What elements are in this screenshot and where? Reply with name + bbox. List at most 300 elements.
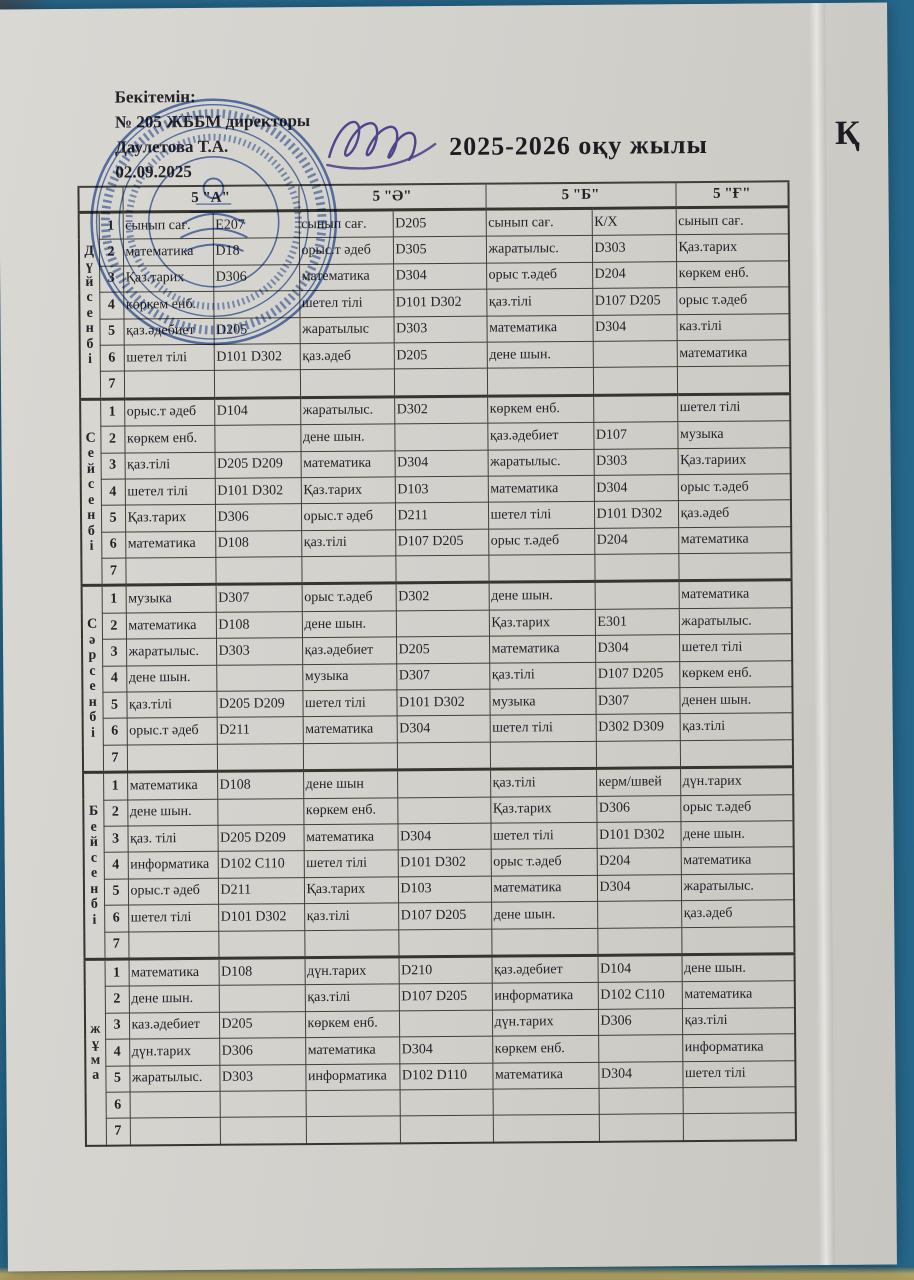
subject-cell: [128, 931, 218, 959]
lesson-number-cell: 1: [105, 959, 129, 987]
subject-cell: математика: [303, 716, 397, 743]
subject-cell: Қаз.тарих: [125, 505, 215, 532]
room-cell: [598, 1035, 682, 1062]
subject-cell: қаз.тілі: [489, 662, 595, 689]
room-cell: D102 D110: [399, 1063, 492, 1090]
room-cell: D204: [594, 527, 678, 554]
room-cell: D304: [592, 314, 676, 341]
subject-cell: математика: [489, 636, 595, 663]
subject-cell: жаратылыс.: [486, 236, 592, 263]
subject-cell: жаратылыс.: [126, 639, 216, 666]
room-cell: D107 D205: [595, 661, 679, 688]
lesson-number-cell: 4: [105, 1039, 129, 1066]
room-cell: D306: [215, 504, 301, 531]
room-cell: D307: [595, 688, 679, 715]
subject-cell: орыс т.әдеб: [488, 528, 594, 555]
room-cell: [396, 610, 489, 637]
subject-cell: математика: [305, 1037, 399, 1064]
subject-cell: [487, 368, 593, 396]
lesson-number-cell: 1: [103, 772, 127, 800]
subject-cell: [677, 366, 790, 394]
room-cell: [220, 1091, 306, 1118]
room-cell: D303: [592, 235, 676, 262]
subject-cell: математика: [127, 772, 217, 800]
day-name-label: Д ү й с е н б і: [84, 243, 95, 368]
subject-cell: денен шын.: [679, 687, 792, 714]
subject-cell: музыка: [126, 585, 216, 613]
room-cell: К/Х: [592, 208, 676, 236]
subject-cell: шетел тілі: [490, 715, 596, 742]
lesson-number-cell: 7: [106, 1118, 130, 1145]
subject-cell: көркем енб.: [124, 425, 214, 452]
subject-cell: математика: [492, 1062, 598, 1089]
room-cell: E207: [213, 211, 299, 239]
day-name-cell: [85, 959, 106, 1145]
room-cell: D302: [394, 396, 487, 424]
subject-cell: сынып сағ.: [486, 208, 592, 236]
lesson-number-cell: 7: [103, 745, 127, 773]
lesson-number-cell: 5: [105, 1066, 129, 1093]
subject-cell: [681, 926, 794, 954]
subject-cell: информатика: [305, 1063, 399, 1090]
subject-cell: [490, 741, 596, 769]
subject-cell: [306, 1090, 400, 1117]
lesson-number-cell: 6: [103, 718, 127, 745]
room-cell: D306: [598, 1008, 682, 1035]
subject-cell: орыс.т әдеб: [301, 503, 395, 530]
room-cell: D304: [598, 1061, 682, 1088]
subject-cell: қаз.тілі: [680, 713, 793, 740]
day-name-label: ж ұ м а: [90, 1021, 101, 1084]
subject-cell: қаз.тілі: [304, 903, 398, 930]
subject-cell: орыс.т әдеб: [124, 398, 214, 426]
lesson-number-cell: 6: [106, 1092, 130, 1119]
room-cell: D211: [395, 502, 488, 529]
subject-cell: шетел тілі: [304, 850, 398, 877]
day-name-cell: [80, 399, 101, 586]
subject-cell: Қаз.тарих: [304, 877, 398, 904]
subject-cell: сынып сағ.: [123, 211, 213, 239]
subject-cell: сынып сағ.: [676, 207, 789, 235]
room-cell: [398, 929, 491, 957]
room-cell: [593, 394, 677, 422]
subject-cell: математика: [126, 612, 216, 639]
room-cell: D18: [213, 238, 299, 265]
subject-cell: [303, 743, 397, 771]
room-cell: D304: [595, 635, 679, 662]
class-header-5a: 5 "А": [122, 185, 298, 212]
room-cell: D304: [393, 263, 486, 290]
day-name-label: С е й с е н б і: [85, 430, 96, 554]
lesson-number-cell: 2: [103, 800, 127, 827]
room-cell: D101 D302: [398, 850, 491, 877]
room-cell: D107 D205: [592, 288, 676, 315]
subject-cell: [130, 1118, 220, 1146]
room-cell: D104: [214, 397, 300, 425]
subject-cell: дене шын.: [127, 799, 217, 826]
room-cell: D306: [596, 795, 680, 822]
room-cell: D306: [219, 1038, 305, 1065]
room-cell: D101 D302: [214, 344, 300, 371]
subject-cell: орыс т.әдеб: [680, 794, 793, 821]
subject-cell: орыс т.әдеб: [676, 287, 789, 314]
subject-cell: қаз.тілі: [125, 452, 215, 479]
subject-cell: шетел тілі: [677, 394, 790, 422]
room-cell: D205: [394, 342, 487, 369]
lesson-number-cell: 2: [100, 426, 124, 453]
room-cell: [594, 554, 678, 582]
room-cell: [214, 370, 300, 398]
subject-cell: [683, 1113, 796, 1141]
page-title: 2025-2026 оқу жылы: [449, 129, 708, 161]
room-cell: D205: [219, 1011, 305, 1038]
subject-cell: дене шын.: [491, 901, 597, 928]
subject-cell: дене шын: [303, 770, 397, 798]
room-cell: E301: [595, 609, 679, 636]
room-cell: D302 D309: [596, 714, 680, 741]
approval-line: 02.09.2025: [115, 161, 192, 182]
room-cell: [596, 740, 680, 768]
subject-cell: [301, 556, 395, 584]
room-cell: D103: [395, 476, 488, 503]
subject-cell: қаз. тілі: [127, 825, 217, 852]
subject-cell: жаратылыс.: [681, 874, 794, 901]
room-cell: D304: [597, 874, 681, 901]
lesson-number-cell: 7: [101, 558, 125, 586]
subject-cell: көркем енб.: [679, 660, 792, 687]
room-cell: D107 D205: [398, 902, 491, 929]
room-cell: D304: [399, 1036, 492, 1063]
subject-cell: математика: [303, 824, 397, 851]
class-header-5ae: 5 "Ә": [298, 184, 485, 211]
room-cell: D101 D302: [393, 289, 486, 316]
room-cell: [215, 557, 301, 585]
subject-cell: көркем енб.: [123, 292, 213, 319]
room-cell: D101 D302: [596, 822, 680, 849]
subject-cell: [493, 1115, 599, 1143]
lesson-number-cell: 1: [99, 212, 123, 240]
subject-cell: шетел тілі: [679, 634, 792, 661]
room-cell: [394, 423, 487, 450]
subject-cell: қаз.әдебиет: [123, 318, 213, 345]
subject-cell: музыка: [302, 664, 396, 691]
subject-cell: математика: [491, 875, 597, 902]
subject-cell: көркем енб.: [305, 1011, 399, 1038]
lesson-number-cell: 3: [102, 639, 126, 666]
room-cell: [397, 797, 490, 824]
subject-cell: дене шын.: [300, 424, 394, 451]
room-cell: D211: [218, 877, 304, 904]
subject-cell: шетел тілі: [128, 904, 218, 931]
subject-cell: дүн.тарих: [492, 1009, 598, 1036]
room-cell: [219, 985, 305, 1012]
subject-cell: [124, 371, 214, 399]
subject-cell: қаз.тілі: [682, 1008, 795, 1035]
room-cell: [400, 1115, 493, 1143]
room-cell: D305: [393, 237, 486, 264]
room-cell: [395, 555, 488, 583]
subject-cell: [306, 1116, 400, 1144]
room-cell: D204: [597, 848, 681, 875]
subject-cell: математика: [125, 531, 215, 558]
subject-cell: [125, 557, 215, 585]
room-cell: [599, 1114, 683, 1142]
lesson-number-cell: 3: [101, 453, 125, 480]
room-cell: D205 D209: [217, 825, 303, 852]
lesson-number-cell: 2: [102, 613, 126, 640]
room-cell: D101 D302: [215, 478, 301, 505]
subject-cell: қаз.әдебиет: [487, 422, 593, 449]
subject-cell: дене шын.: [489, 582, 595, 610]
day-name-label: С ә р с е н б і: [87, 617, 98, 741]
lesson-number-cell: 2: [105, 986, 129, 1013]
school-stamp-icon: [85, 93, 343, 351]
room-cell: D104: [598, 955, 682, 983]
subject-cell: қаз.әдеб: [678, 500, 791, 527]
room-cell: D205 D209: [215, 451, 301, 478]
subject-cell: Қаз.тариих: [678, 447, 791, 474]
room-cell: D303: [216, 638, 302, 665]
subject-cell: дене шын.: [682, 954, 795, 982]
lesson-number-cell: 6: [101, 532, 125, 559]
subject-cell: шетел тілі: [682, 1060, 795, 1087]
corner-letter: Қ: [834, 114, 860, 152]
lesson-number-cell: 3: [103, 826, 127, 853]
room-cell: [216, 664, 302, 691]
subject-cell: шетел тілі: [124, 344, 214, 371]
room-cell: [399, 1010, 492, 1037]
room-cell: D211: [217, 717, 303, 744]
subject-cell: каз.әдебиет: [129, 1012, 219, 1039]
room-cell: D102 C110: [218, 851, 304, 878]
approval-line: Даулетова Т.А.: [115, 136, 229, 157]
subject-cell: көркем енб.: [303, 797, 397, 824]
room-cell: D107: [593, 422, 677, 449]
room-cell: D101 D302: [396, 689, 489, 716]
room-cell: D307: [216, 584, 302, 612]
subject-cell: көркем енб.: [676, 261, 789, 288]
day-name-cell: [82, 586, 103, 773]
room-cell: [397, 742, 490, 770]
lesson-number-cell: 5: [104, 879, 128, 906]
lesson-number-cell: 6: [100, 345, 124, 372]
room-cell: [220, 1117, 306, 1145]
paper-document: [0, 3, 897, 1272]
room-cell: D304: [397, 716, 490, 743]
room-cell: D210: [399, 956, 492, 984]
subject-cell: сынып сағ.: [299, 210, 393, 238]
subject-cell: Қаз.тарих: [676, 234, 789, 261]
subject-cell: орыс.т әдеб: [128, 878, 218, 905]
room-cell: D204: [592, 261, 676, 288]
lesson-number-cell: 3: [99, 266, 123, 293]
subject-cell: [304, 929, 398, 957]
room-cell: [218, 930, 304, 958]
subject-cell: дене шын.: [680, 821, 793, 848]
subject-cell: жаратылыс.: [679, 608, 792, 635]
day-name-label: Б е й с е н б і: [88, 803, 99, 928]
lesson-number-cell: 6: [104, 905, 128, 932]
room-cell: керм/швей: [596, 768, 680, 796]
subject-cell: математика: [678, 526, 791, 553]
room-cell: [394, 369, 487, 397]
room-cell: D107 D205: [395, 529, 488, 556]
subject-cell: каз.тілі: [676, 313, 789, 340]
subject-cell: информатика: [128, 852, 218, 879]
room-cell: [599, 1088, 683, 1115]
lesson-number-cell: 4: [99, 292, 123, 319]
lesson-number-cell: 4: [104, 852, 128, 879]
room-cell: [597, 901, 681, 928]
subject-cell: дене шын.: [126, 665, 216, 692]
subject-cell: [678, 553, 791, 581]
subject-cell: Қаз.тарих: [489, 609, 595, 636]
subject-cell: [680, 740, 793, 768]
room-cell: D103: [398, 876, 491, 903]
subject-cell: математика: [129, 958, 219, 986]
lesson-number-cell: 4: [101, 479, 125, 506]
subject-cell: жаратылыс.: [300, 397, 394, 425]
subject-cell: жаратылыс.: [129, 1065, 219, 1092]
subject-cell: [493, 1088, 599, 1115]
class-header-5b: 5 "Б": [485, 182, 675, 209]
subject-cell: математика: [488, 475, 594, 502]
room-cell: D303: [219, 1064, 305, 1091]
subject-cell: қаз.тілі: [305, 984, 399, 1011]
subject-cell: орыс т.әдеб: [491, 849, 597, 876]
subject-cell: математика: [301, 450, 395, 477]
room-cell: D205: [396, 636, 489, 663]
subject-cell: Қаз.тарих: [301, 477, 395, 504]
room-cell: [397, 769, 490, 797]
director-signature: [319, 104, 454, 179]
room-cell: D307: [396, 663, 489, 690]
lesson-number-cell: 4: [102, 666, 126, 693]
room-cell: D304: [397, 823, 490, 850]
subject-cell: қаз.әдебиет: [302, 637, 396, 664]
subject-cell: математика: [299, 264, 393, 291]
room-cell: D101 D302: [594, 501, 678, 528]
table-row: [86, 1113, 796, 1145]
room-cell: D205 D209: [216, 691, 302, 718]
subject-cell: [300, 369, 394, 397]
day-name-cell: [83, 772, 104, 959]
subject-cell: жаратылыс.: [488, 449, 594, 476]
subject-cell: математика: [682, 981, 795, 1008]
subject-cell: көркем енб.: [487, 395, 593, 423]
subject-cell: дүн.тарих: [129, 1038, 219, 1065]
subject-cell: қаз.тілі: [126, 691, 216, 718]
subject-cell: [683, 1087, 796, 1114]
room-cell: D108: [216, 612, 302, 639]
class-header-5g: 5 "Ғ": [675, 181, 788, 207]
subject-cell: музыка: [489, 688, 595, 715]
subject-cell: информатика: [682, 1034, 795, 1061]
lesson-number-cell: 5: [101, 505, 125, 532]
subject-cell: жаратылыс: [299, 316, 393, 343]
subject-cell: орыс.т әдеб: [299, 237, 393, 264]
subject-cell: қаз.тілі: [301, 530, 395, 557]
subject-cell: дене шын.: [129, 986, 219, 1013]
lesson-number-cell: 2: [99, 239, 123, 266]
subject-cell: шетел тілі: [490, 822, 596, 849]
lesson-number-cell: 3: [105, 1013, 129, 1040]
subject-cell: орыс т.әдеб: [678, 474, 791, 501]
room-cell: [595, 581, 679, 609]
subject-cell: орыс.т әдеб: [127, 718, 217, 745]
subject-cell: дүн.тарих: [305, 957, 399, 985]
room-cell: D304: [395, 450, 488, 477]
room-cell: [217, 798, 303, 825]
subject-cell: дене шын.: [487, 341, 593, 368]
subject-cell: [488, 554, 594, 582]
subject-cell: қаз.әдеб: [681, 900, 794, 927]
subject-cell: қаз.әдеб: [300, 343, 394, 370]
subject-cell: дүн.тарих: [680, 767, 793, 795]
paper-fold: [809, 3, 835, 1265]
subject-cell: орыс т.әдеб: [486, 262, 592, 289]
lesson-number-cell: 5: [102, 692, 126, 719]
lesson-number-cell: 1: [100, 399, 124, 427]
subject-cell: орыс т.әдеб: [302, 583, 396, 611]
room-cell: D102 C110: [598, 982, 682, 1009]
subject-cell: дене шын.: [302, 611, 396, 638]
approval-line: № 205 ЖББМ директоры: [114, 111, 311, 132]
room-cell: D108: [217, 771, 303, 799]
subject-cell: қаз.тілі: [490, 769, 596, 797]
subject-cell: математика: [486, 315, 592, 342]
room-cell: D303: [594, 448, 678, 475]
subject-cell: математика: [123, 239, 213, 266]
room-cell: [214, 425, 300, 452]
lesson-number-cell: 1: [102, 585, 126, 613]
room-cell: D101 D302: [218, 904, 304, 931]
room-cell: [593, 341, 677, 368]
room-cell: D205: [213, 317, 299, 344]
room-cell: D302: [396, 583, 489, 611]
room-cell: [593, 367, 677, 395]
subject-cell: [130, 1091, 220, 1118]
subject-cell: қаз.әдебиет: [492, 955, 598, 983]
subject-cell: Қаз.тарих: [490, 796, 596, 823]
room-cell: D108: [215, 530, 301, 557]
subject-cell: қаз.тілі: [486, 289, 592, 316]
subject-cell: математика: [677, 340, 790, 367]
room-cell: D304: [594, 475, 678, 502]
subject-cell: шетел тілі: [488, 502, 594, 529]
lesson-number-cell: 7: [104, 932, 128, 960]
room-cell: D303: [393, 316, 486, 343]
lesson-number-cell: 7: [100, 371, 124, 399]
room-cell: D306: [213, 264, 299, 291]
room-cell: D205: [393, 209, 486, 237]
room-cell: [400, 1089, 493, 1116]
subject-cell: [127, 744, 217, 772]
subject-cell: информатика: [492, 983, 598, 1010]
subject-cell: музыка: [677, 421, 790, 448]
subject-cell: [491, 928, 597, 956]
room-cell: [597, 927, 681, 955]
room-cell: D107 D205: [399, 983, 492, 1010]
subject-cell: шетел тілі: [125, 478, 215, 505]
room-cell: [217, 743, 303, 771]
subject-cell: шетел тілі: [299, 290, 393, 317]
subject-cell: шетел тілі: [302, 690, 396, 717]
subject-cell: математика: [681, 847, 794, 874]
room-cell: D108: [219, 958, 305, 986]
approval-line: Бекітемін:: [114, 86, 196, 107]
subject-cell: көркем енб.: [492, 1035, 598, 1062]
